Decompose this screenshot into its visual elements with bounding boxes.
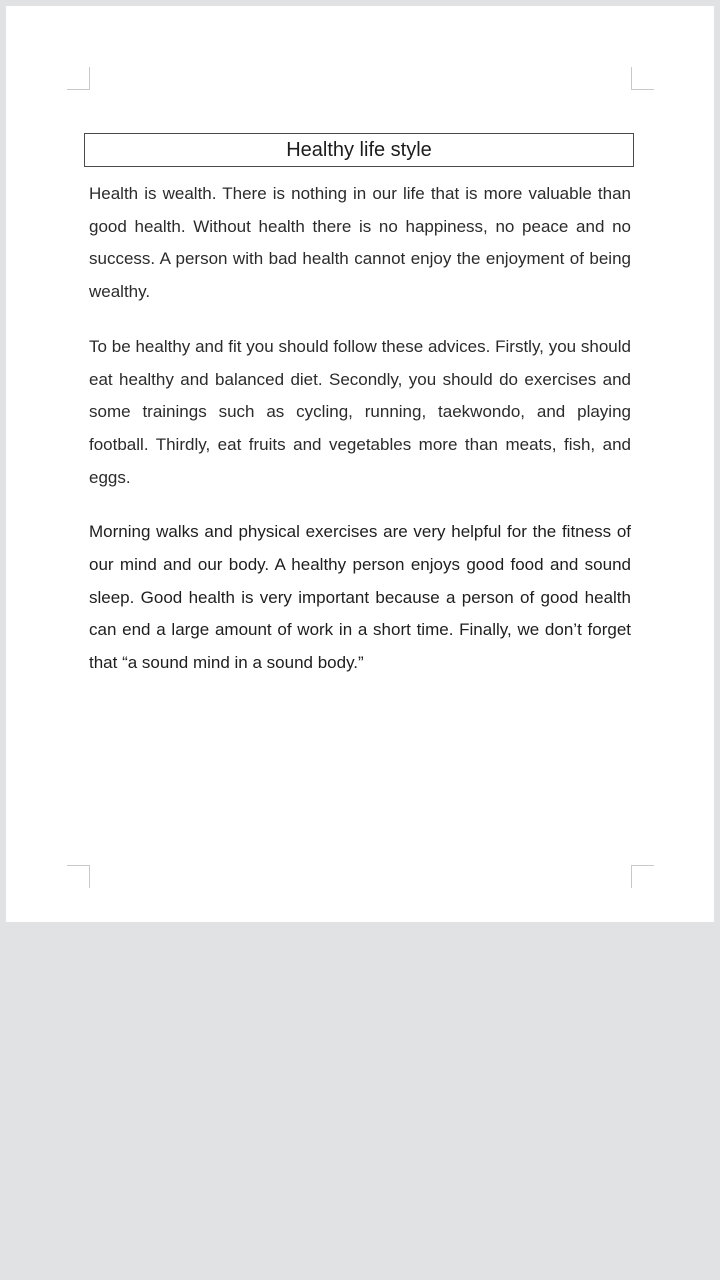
paragraph-2[interactable]: To be healthy and fit you should follow these advices. Firstly, you should eat healthy and balanced diet. Secondly, you should do exercises and some trainings such as cycling, running, taekwondo, and playing football. Thirdly, eat fruits and vegetables more than meats, fish, and eggs. xyxy=(89,336,631,487)
document-body xyxy=(89,178,631,702)
paragraph-3[interactable]: Morning walks and physical exercises are very helpful for the fitness of our mind and our body. A healthy person enjoys good food and sound sleep. Good health is very important because a person of good health can end a large amount of work in a short time. Finally, we don’t forget that “a sound mind in a sound body.” xyxy=(89,522,631,673)
document-title[interactable]: Healthy life style xyxy=(84,133,634,167)
margin-corner-bottom-left xyxy=(67,865,90,888)
document-page[interactable] xyxy=(6,6,714,922)
margin-corner-top-right xyxy=(631,67,654,90)
margin-corner-bottom-right xyxy=(631,865,654,888)
paragraph-1[interactable]: Health is wealth. There is nothing in our life that is more valuable than good health. Without health there is no happiness, no peace and no success. A person with bad health cannot enjoy the enjoyment of being wealthy. xyxy=(89,184,631,302)
margin-corner-top-left xyxy=(67,67,90,90)
